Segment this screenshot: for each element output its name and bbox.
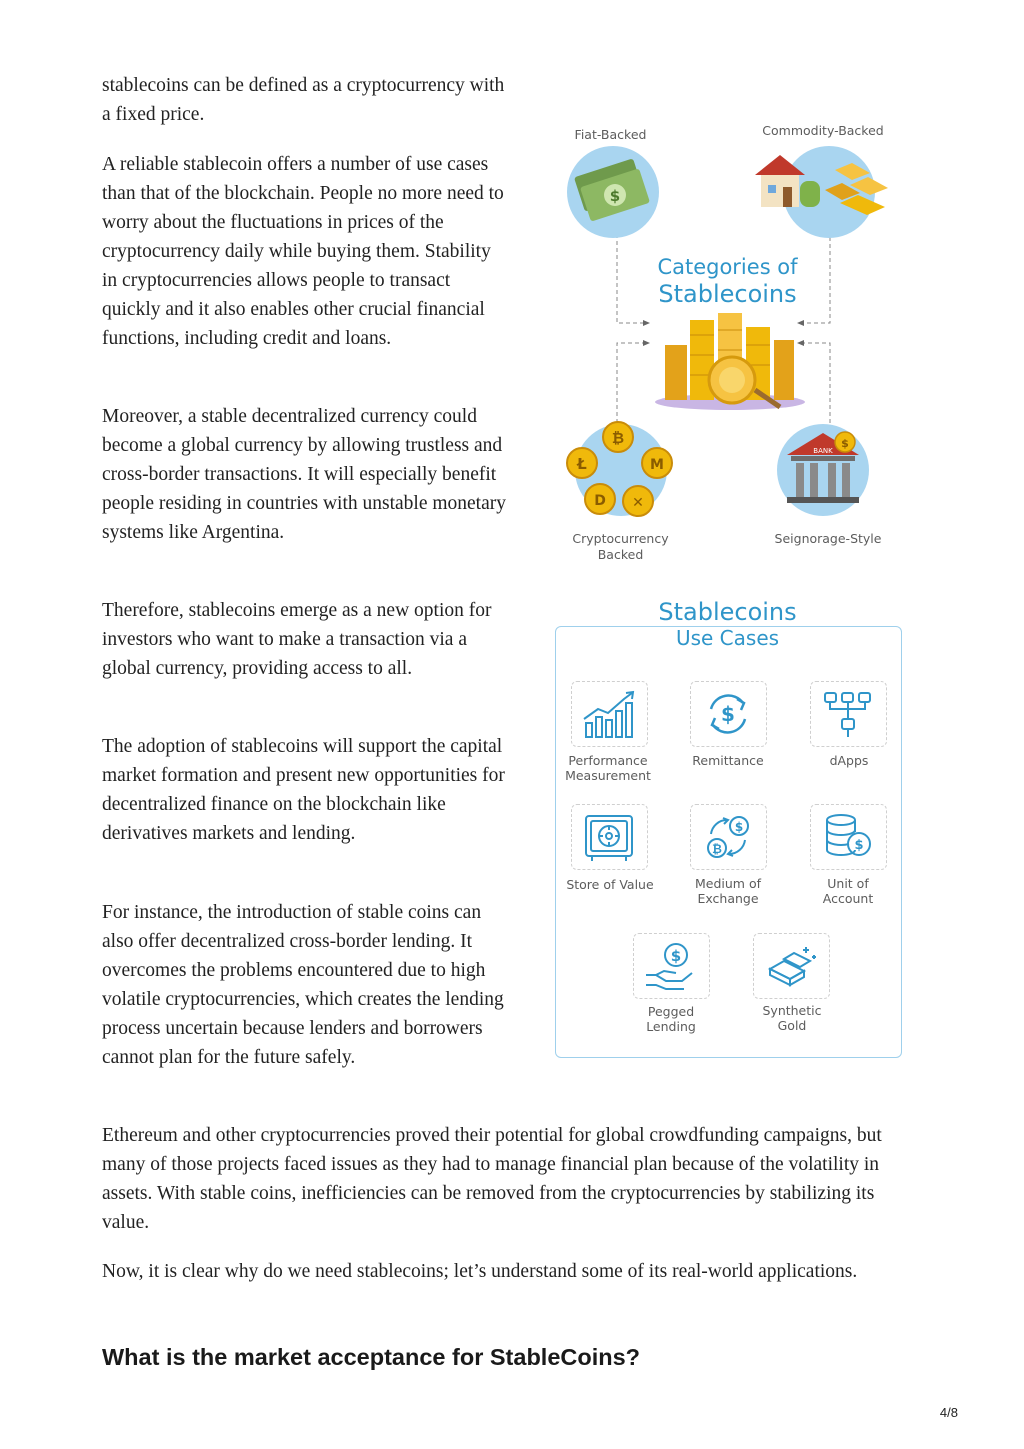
- section-heading: What is the market acceptance for StableCoins?: [102, 1344, 641, 1370]
- commodity-house-gold-icon: [755, 146, 888, 238]
- label-store-of-value: Store of Value: [566, 877, 654, 892]
- bank-sign: BANK: [813, 447, 833, 455]
- chart-bars-icon: [580, 687, 638, 741]
- tile-dapps: [810, 681, 887, 747]
- tile-performance-measurement: [571, 681, 648, 747]
- svg-text:$: $: [721, 702, 735, 726]
- coin-stack-icon: [819, 810, 877, 864]
- label-pegged-lending: Pegged Lending: [646, 1004, 696, 1034]
- tile-unit-of-account: [810, 804, 887, 870]
- dollar-cycle-icon: [699, 687, 757, 741]
- tile-store-of-value: [571, 804, 648, 870]
- label-fiat-backed: Fiat-Backed: [574, 127, 647, 142]
- connector-crypto: [617, 343, 648, 423]
- svg-text:Ł: Ł: [577, 455, 587, 473]
- svg-text:$: $: [841, 437, 849, 450]
- paragraph-8: Now, it is clear why do we need stablecoins; let’s understand some of its real-world applications.: [102, 1261, 858, 1282]
- crypto-coins-icon: [567, 422, 672, 516]
- label-remittance: Remittance: [692, 753, 764, 768]
- paragraph-3: Moreover, a stable decentralized currency could become a global currency by allowing trustless and cross-border transactions. It will especially benefit people residing in countries with unstable monetary systems like Argentina.: [102, 406, 506, 543]
- categories-title-line2: Stablecoins: [658, 280, 797, 308]
- label-synthetic-gold: Synthetic Gold: [762, 1003, 822, 1033]
- label-commodity-backed: Commodity-Backed: [762, 123, 884, 138]
- label-dapps: dApps: [829, 753, 869, 768]
- paragraph-7: Ethereum and other cryptocurrencies proved their potential for global crowdfunding campaigns, but many of those projects faced issues as they had to manage financial plan because of the volatility in assets. With stable coins, inefficiencies can be removed from the cryptocurrencies by stabilizing its value.: [102, 1125, 882, 1233]
- paragraph-1: stablecoins can be defined as a cryptocurrency with a fixed price.: [102, 75, 505, 125]
- tile-pegged-lending: [633, 933, 710, 999]
- use-cases-title-line2: Use Cases: [675, 626, 780, 650]
- label-unit-of-account: Unit of Account: [822, 876, 874, 906]
- tile-medium-of-exchange: [690, 804, 767, 870]
- page-number: 4/8: [939, 1405, 958, 1420]
- safe-icon: [580, 810, 638, 864]
- fiat-banknote-icon: [567, 146, 659, 238]
- tile-remittance: [690, 681, 767, 747]
- svg-text:D: D: [594, 493, 606, 509]
- paragraph-4: Therefore, stablecoins emerge as a new option for investors who want to make a transaction via a global currency, providing access to all.: [102, 600, 492, 679]
- tile-synthetic-gold: [753, 933, 830, 999]
- exchange-icon: [699, 810, 757, 864]
- svg-text:$: $: [670, 947, 682, 965]
- svg-text:₿: ₿: [611, 429, 625, 447]
- label-crypto-backed: Cryptocurrency Backed: [572, 531, 669, 562]
- svg-text:✕: ✕: [632, 495, 644, 511]
- paragraph-2: A reliable stablecoin offers a number of use cases than that of the blockchain. People no more need to worry about the fluctuations in prices of the cryptocurrency daily while buying them. Stability in cryptocurrencies allows people to transact quickly and it also enables other crucial financial functions, including credit and loans.: [102, 154, 504, 349]
- categories-diagram-art: [540, 115, 920, 575]
- svg-text:₿: ₿: [712, 842, 722, 856]
- paragraph-5: The adoption of stablecoins will support the capital market formation and present new opportunities for decentralized finance on the blockchain like derivatives markets and lending.: [102, 736, 505, 844]
- use-cases-title-line1: Stablecoins: [640, 598, 815, 626]
- label-seignorage-style: Seignorage-Style: [774, 531, 882, 546]
- bank-building-icon: [777, 424, 869, 516]
- gold-bars-icon: [762, 939, 820, 993]
- label-performance-measurement: Performance Measurement: [565, 753, 651, 783]
- categories-title-line1: Categories of: [657, 255, 798, 279]
- svg-text:$: $: [734, 820, 744, 834]
- hand-coin-icon: [642, 939, 700, 993]
- tree-network-icon: [819, 687, 877, 741]
- label-medium-of-exchange: Medium of Exchange: [694, 876, 761, 906]
- paragraph-6: For instance, the introduction of stable coins can also offer decentralized cross-border lending. It overcomes the problems encountered due to high volatile cryptocurrencies, which creates the lending process uncertain because lenders and borrowers cannot plan for the future safely.: [102, 902, 504, 1068]
- connector-seignorage: [799, 343, 830, 423]
- svg-text:$: $: [609, 187, 621, 205]
- svg-text:M: M: [650, 457, 664, 473]
- gold-coins-icon: [655, 313, 805, 410]
- svg-text:$: $: [854, 838, 864, 853]
